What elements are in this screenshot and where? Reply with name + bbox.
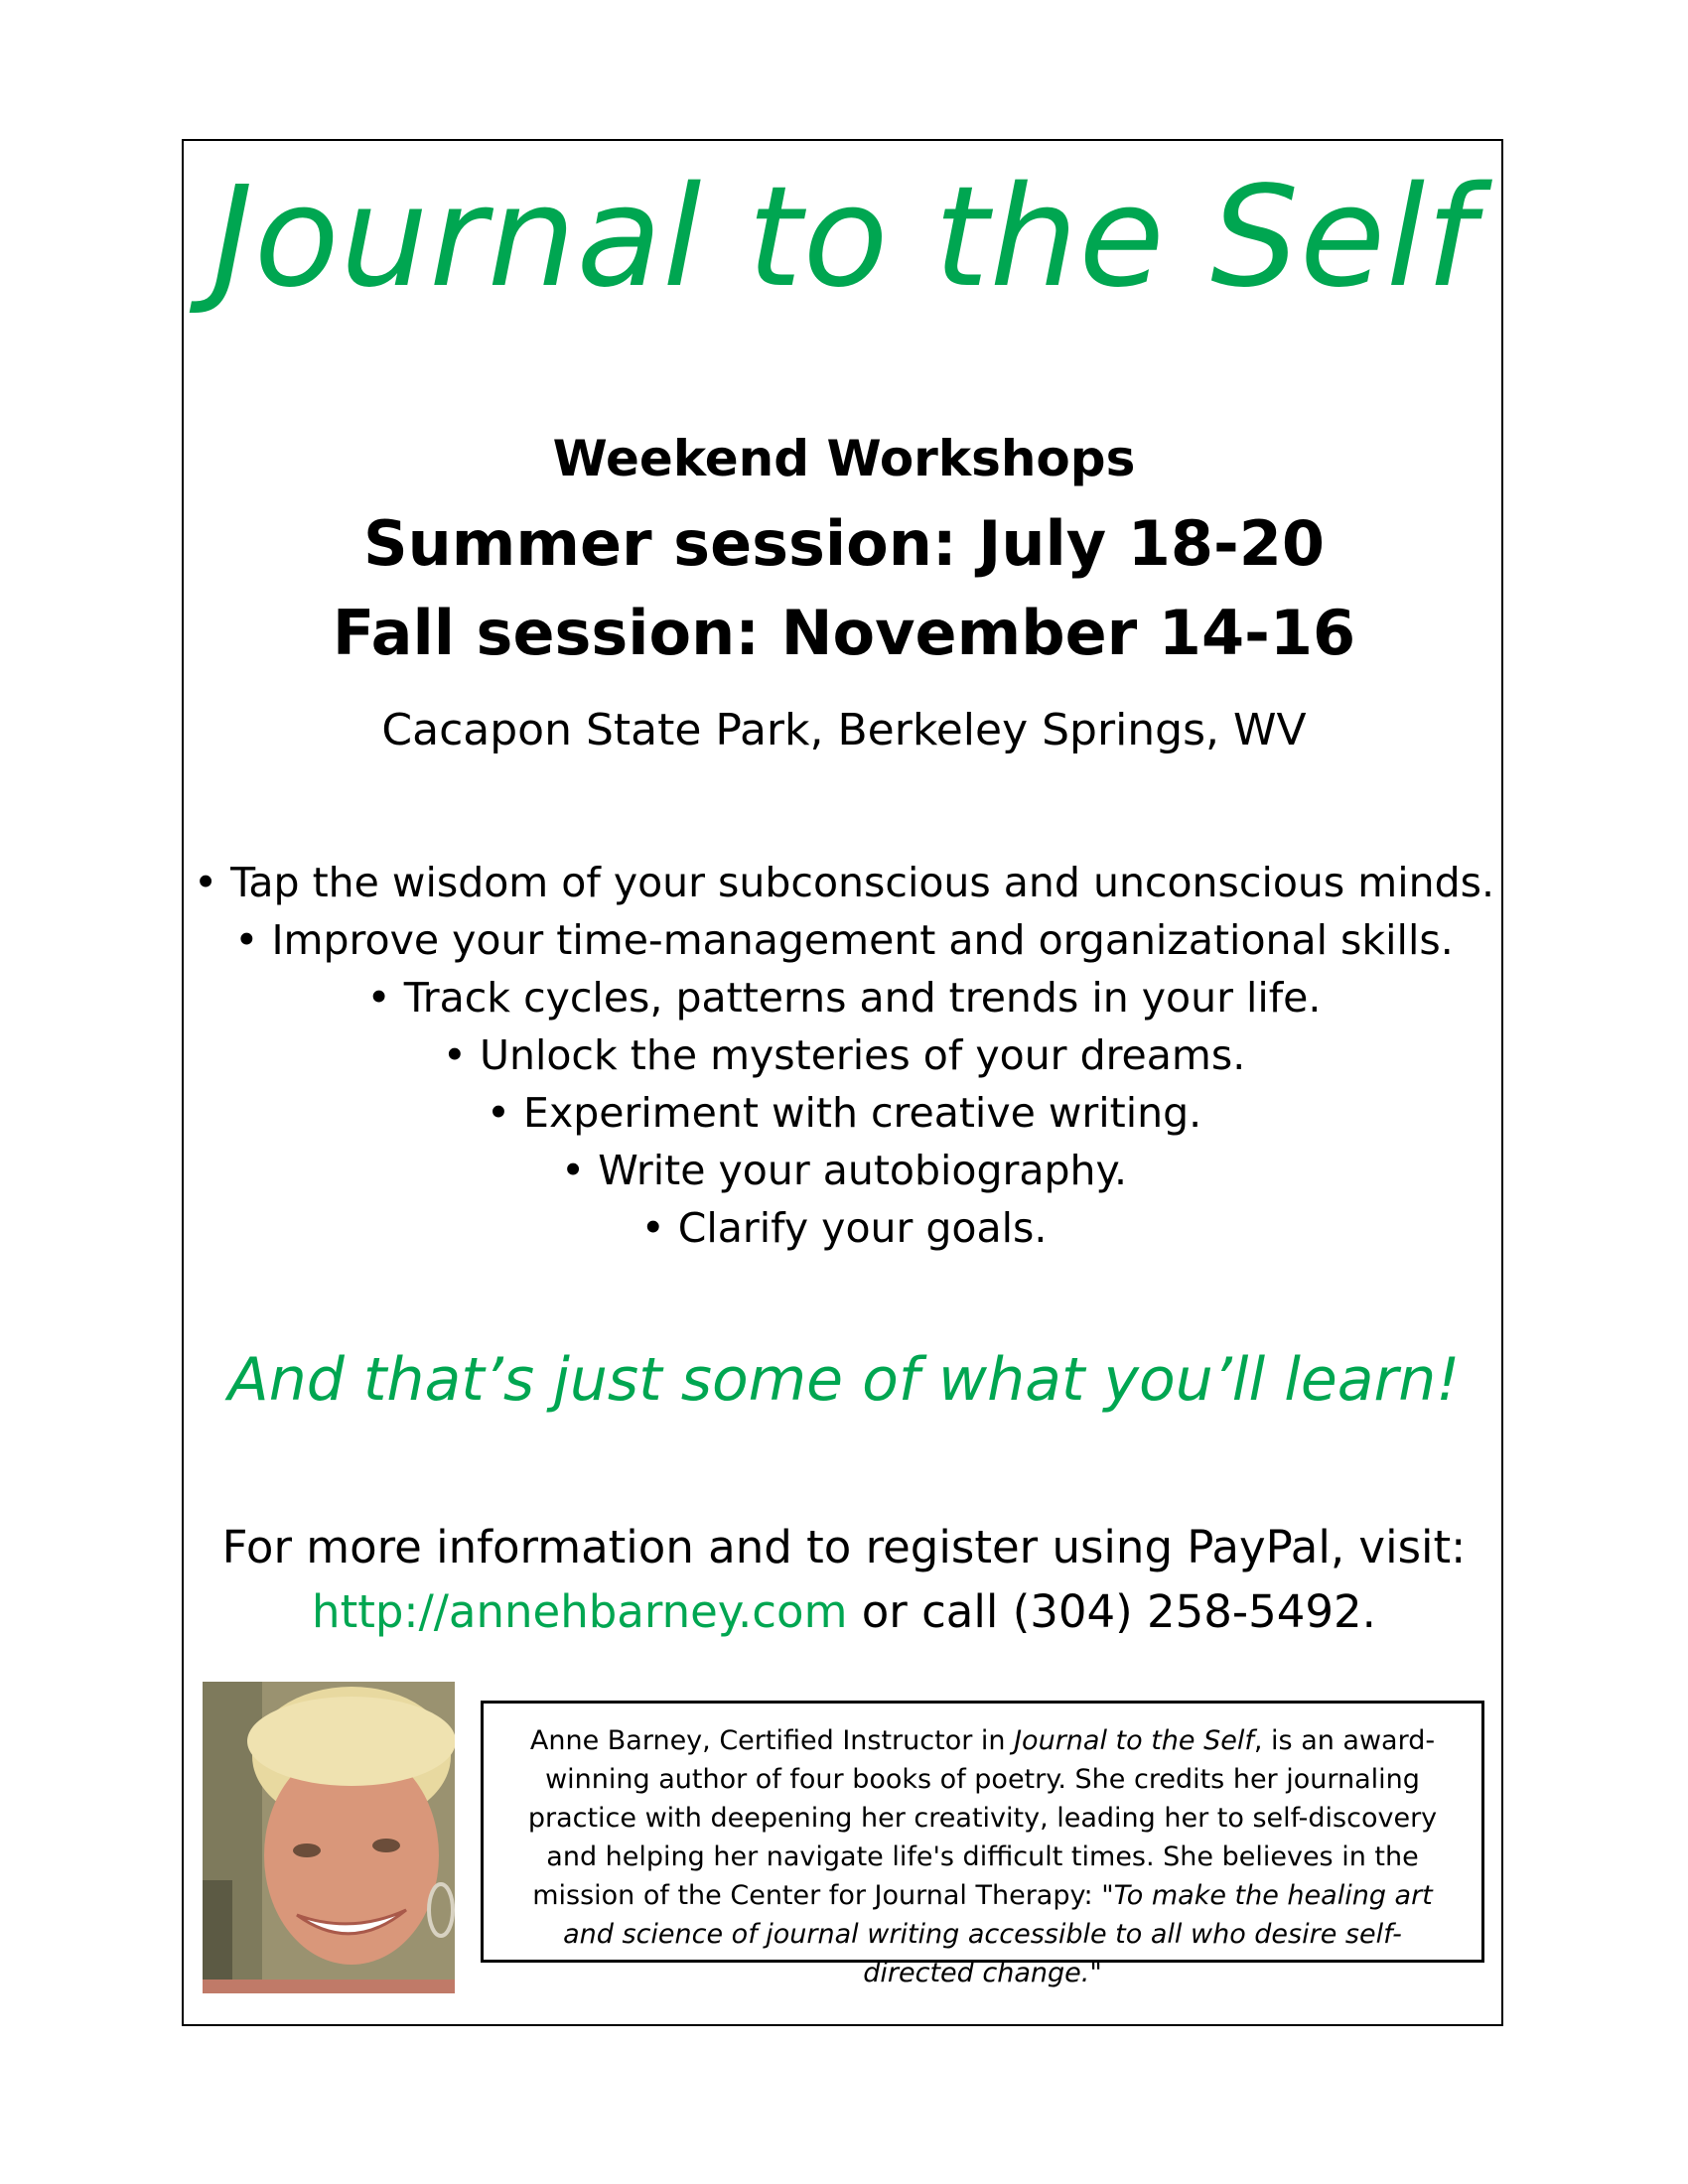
- benefit-item: • Write your autobiography.: [561, 1147, 1127, 1194]
- benefit-item: • Unlock the mysteries of your dreams.: [442, 1031, 1246, 1079]
- tagline: And that’s just some of what you’ll learn!: [227, 1345, 1461, 1415]
- contact-line: [0, 1581, 1688, 1643]
- summer-session: Summer session: July 18-20: [362, 507, 1326, 580]
- benefits-list: [0, 854, 1688, 1257]
- mission-quote: "To make the healing art and science of journal writing accessible to all who desire self-directed change.": [563, 1880, 1433, 1988]
- website-link[interactable]: http://annehbarney.com: [312, 1585, 848, 1638]
- fall-session: Fall session: November 14-16: [332, 597, 1356, 669]
- benefit-item: • Tap the wisdom of your subconscious and unconscious minds.: [193, 859, 1495, 906]
- benefit-item: • Track cycles, patterns and trends in your life.: [366, 974, 1322, 1022]
- info-line: For more information and to register using PayPal, visit:: [221, 1521, 1467, 1573]
- benefit-item: • Clarify your goals.: [640, 1204, 1048, 1252]
- benefit-item: • Experiment with creative writing.: [486, 1089, 1202, 1137]
- workshop-heading: Weekend Workshops: [552, 430, 1136, 487]
- benefit-item: • Improve your time-management and organizational skills.: [234, 916, 1454, 964]
- phone-text: or call (304) 258-5492.: [847, 1585, 1376, 1638]
- book-title: Journal to the Self: [1014, 1725, 1254, 1756]
- instructor-photo: [203, 1682, 455, 1993]
- instructor-bio: Anne Barney, Certified Instructor in Journal to the Self, is an award-winning author of four books of poetry. She credits her journaling practice with deepening her creativity, leading her to self-discovery and helping her navigate life's difficult times. She believes in the mission of the Center for Journal Therapy: "To make the healing art and science of journal writing accessible to all who desire self-directed change.": [481, 1701, 1484, 1963]
- location: Cacapon State Park, Berkeley Springs, WV: [381, 705, 1307, 755]
- flyer-title: Journal to the Self: [211, 157, 1477, 319]
